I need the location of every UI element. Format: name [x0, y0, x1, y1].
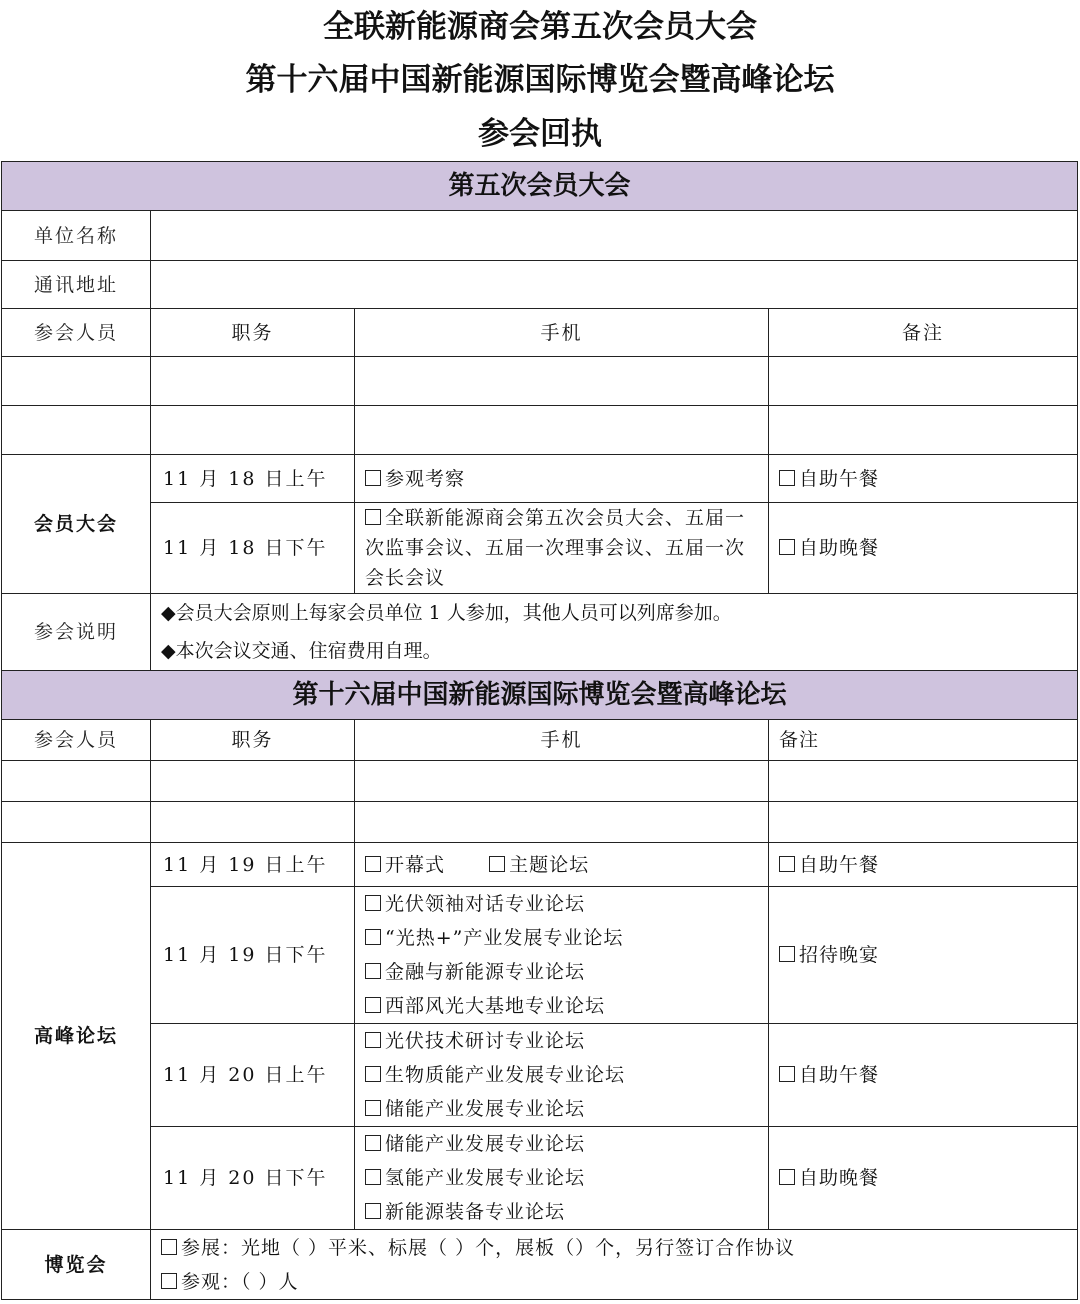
registration-form-table	[1, 161, 1078, 1300]
address-field[interactable]	[151, 261, 1078, 309]
checkbox-icon[interactable]	[779, 1169, 795, 1185]
checkbox-icon[interactable]	[779, 470, 795, 486]
meal-checkbox[interactable]: 自助晚餐	[769, 503, 1078, 594]
note-item: ◆会员大会原则上每家会员单位 1 人参加，其他人员可以列席参加。	[161, 602, 732, 624]
meal-checkbox[interactable]: 招待晚宴	[769, 887, 1078, 1024]
option-checkbox-group: 储能产业发展专业论坛 氢能产业发展专业论坛 新能源装备专业论坛	[355, 1127, 769, 1230]
checkbox-icon[interactable]	[365, 895, 381, 911]
attendee-remark-cell[interactable]	[769, 406, 1078, 455]
checkbox-icon[interactable]	[779, 946, 795, 962]
checkbox-icon[interactable]	[779, 539, 795, 555]
header-attendee: 参会人员	[2, 720, 151, 761]
attendee-remark-cell[interactable]	[769, 802, 1078, 843]
header-position: 职务	[151, 720, 355, 761]
checkbox-icon[interactable]	[365, 1100, 381, 1116]
org-name-field[interactable]	[151, 211, 1078, 261]
checkbox-icon[interactable]	[365, 1169, 381, 1185]
title-line-1: 全联新能源商会第五次会员大会	[323, 9, 757, 45]
attendee-phone-cell[interactable]	[355, 761, 769, 802]
checkbox-icon[interactable]	[161, 1239, 177, 1255]
checkbox-icon[interactable]	[365, 1032, 381, 1048]
header-attendee: 参会人员	[2, 309, 151, 357]
expo-label: 博览会	[2, 1230, 151, 1300]
meal-checkbox[interactable]: 自助午餐	[769, 1024, 1078, 1127]
session-date: 11 月 20 日下午	[151, 1127, 355, 1230]
session-date: 11 月 20 日上午	[151, 1024, 355, 1127]
checkbox-icon[interactable]	[365, 470, 381, 486]
header-remark: 备注	[769, 309, 1078, 357]
attendee-name-cell[interactable]	[2, 802, 151, 843]
header-remark: 备注	[769, 720, 1078, 761]
title-line-3: 参会回执	[478, 116, 602, 152]
attendee-phone-cell[interactable]	[355, 406, 769, 455]
checkbox-icon[interactable]	[779, 1066, 795, 1082]
checkbox-icon[interactable]	[365, 963, 381, 979]
member-meeting-label: 会员大会	[2, 455, 151, 594]
attendee-position-cell[interactable]	[151, 357, 355, 406]
attendee-name-cell[interactable]	[2, 406, 151, 455]
option-checkbox[interactable]: 全联新能源商会第五次会员大会、五届一次监事会议、五届一次理事会议、五届一次会长会议	[355, 503, 769, 594]
checkbox-icon[interactable]	[365, 1066, 381, 1082]
option-checkbox[interactable]: 参观考察	[355, 455, 769, 503]
checkbox-icon[interactable]	[365, 1203, 381, 1219]
attendee-position-cell[interactable]	[151, 406, 355, 455]
checkbox-icon[interactable]	[365, 1135, 381, 1151]
attendee-phone-cell[interactable]	[355, 357, 769, 406]
forum-label: 高峰论坛	[2, 843, 151, 1230]
checkbox-icon[interactable]	[365, 856, 381, 872]
meal-checkbox[interactable]: 自助午餐	[769, 455, 1078, 503]
session-date: 11 月 18 日上午	[151, 455, 355, 503]
option-checkbox-group: 光伏领袖对话专业论坛 “光热+”产业发展专业论坛 金融与新能源专业论坛 西部风光大基地专业论坛	[355, 887, 769, 1024]
session-date: 11 月 19 日上午	[151, 843, 355, 887]
note-item: ◆本次会议交通、住宿费用自理。	[161, 640, 442, 662]
meal-checkbox[interactable]: 自助晚餐	[769, 1127, 1078, 1230]
section-heading-member-meeting: 第五次会员大会	[2, 162, 1078, 211]
attendee-name-cell[interactable]	[2, 357, 151, 406]
header-phone: 手机	[355, 720, 769, 761]
attendee-name-cell[interactable]	[2, 761, 151, 802]
option-checkbox-group: 光伏技术研讨专业论坛 生物质能产业发展专业论坛 储能产业发展专业论坛	[355, 1024, 769, 1127]
checkbox-icon[interactable]	[489, 856, 505, 872]
meal-checkbox[interactable]: 自助午餐	[769, 843, 1078, 887]
attendee-phone-cell[interactable]	[355, 802, 769, 843]
title-line-2: 第十六届中国新能源国际博览会暨高峰论坛	[245, 62, 835, 98]
attendee-remark-cell[interactable]	[769, 761, 1078, 802]
option-checkbox-group: 开幕式 主题论坛	[355, 843, 769, 887]
attendee-position-cell[interactable]	[151, 802, 355, 843]
notes-label: 参会说明	[2, 594, 151, 671]
checkbox-icon[interactable]	[161, 1273, 177, 1289]
section-heading-expo-forum: 第十六届中国新能源国际博览会暨高峰论坛	[2, 671, 1078, 720]
session-date: 11 月 19 日下午	[151, 887, 355, 1024]
org-name-label: 单位名称	[2, 211, 151, 261]
checkbox-icon[interactable]	[365, 509, 381, 525]
checkbox-icon[interactable]	[779, 856, 795, 872]
header-position: 职务	[151, 309, 355, 357]
expo-options: 参展：光地（ ）平米、标展（ ）个，展板（）个，另行签订合作协议 参观：（ ）人	[151, 1230, 1078, 1300]
address-label: 通讯地址	[2, 261, 151, 309]
header-phone: 手机	[355, 309, 769, 357]
checkbox-icon[interactable]	[365, 929, 381, 945]
session-date: 11 月 18 日下午	[151, 503, 355, 594]
checkbox-icon[interactable]	[365, 997, 381, 1013]
attendee-position-cell[interactable]	[151, 761, 355, 802]
attendee-remark-cell[interactable]	[769, 357, 1078, 406]
notes-content	[151, 594, 1078, 671]
